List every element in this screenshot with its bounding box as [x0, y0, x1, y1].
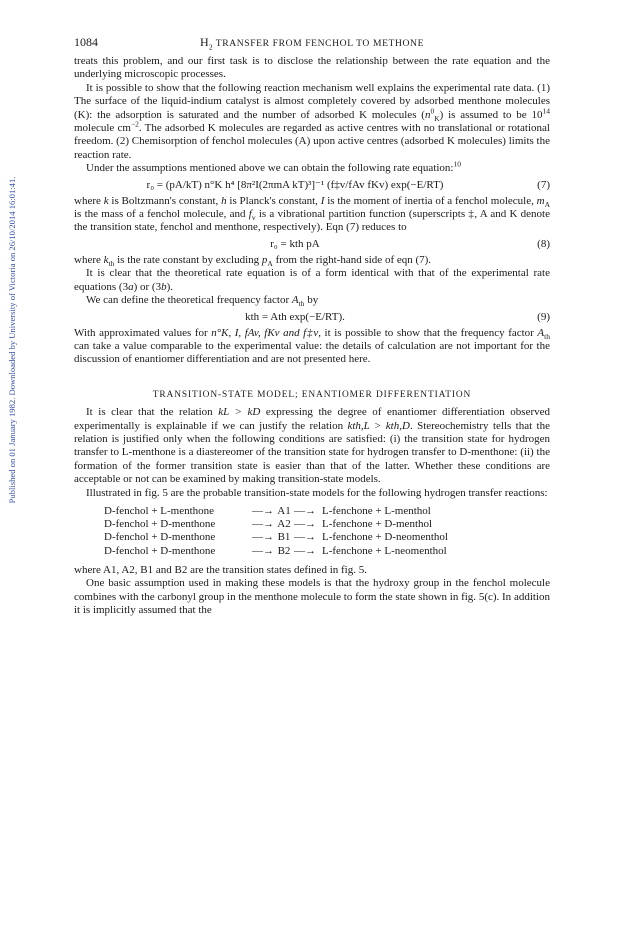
- reaction-row: D-fenchol + L-menthone —→ A1 —→ L-fenchone + L-menthol: [104, 504, 431, 517]
- page-header: [74, 36, 550, 53]
- download-sidebar: [2, 40, 22, 640]
- paragraph-6: It is clear that the theoretical rate equation is of a form identical with that of the experimental rate equations (3a) or (3b).: [74, 267, 550, 293]
- running-title: $H_2$ TRANSFER FROM FENCHOL TO METHONE: [199, 35, 425, 52]
- paragraph-4: where k is Boltzmann's constant, h is Planck's constant, I is the moment of inertia of a fenchol molecule, $m_A$ is the mass of a fenchol molecule, and $f_v$ is a vibrational partition function (superscripts ‡, A and K denote the transition state, fenchol and menthone, respectively). Eqn (7) reduces to: [74, 194, 551, 234]
- reaction-row: D-fenchol + D-menthone —→ B1 —→ L-fenchone + D-neomenthol: [104, 531, 448, 544]
- equation-8-number: (8): [537, 237, 550, 250]
- equation-7: [74, 176, 550, 195]
- equation-9-expression: kth = Ath exp(−E/RT).: [245, 310, 345, 323]
- paragraph-7: We can define the theoretical frequency factor $A_{th}$ by: [86, 294, 319, 309]
- equation-8-expression: r₀ = kth pA: [270, 237, 320, 250]
- reaction-row: D-fenchol + D-menthone —→ A2 —→ L-fenchone + D-menthol: [104, 518, 433, 531]
- reaction-row: D-fenchol + D-menthone —→ B2 —→ L-fenchone + L-neomenthol: [104, 544, 447, 557]
- reaction-list: [74, 505, 550, 558]
- equation-8: [74, 235, 550, 254]
- equation-9: [74, 308, 550, 327]
- paragraph-12: One basic assumption used in making these models is that the hydroxy group in the fenchol molecule combines with the carbonyl group in the menthone molecule to form the state shown in fig. 5(c). In addition it is implicitly assumed that the: [74, 577, 550, 616]
- equation-9-number: (9): [537, 310, 550, 323]
- paragraph-11: where A1, A2, B1 and B2 are the transition states defined in fig. 5.: [74, 563, 367, 576]
- paragraph-3: Under the assumptions mentioned above we can obtain the following rate equation:$^{10}$: [86, 159, 461, 175]
- equation-7-number: (7): [537, 178, 550, 191]
- section-title: TRANSITION-STATE MODEL; ENANTIOMER DIFFERENTIATION: [152, 389, 472, 400]
- page-body: [74, 36, 550, 617]
- equation-7-expression: r₀ = (pA/kT) n°K h⁴ [8π²I(2πmA kT)³]⁻¹ (f‡v/fAv fKv) exp(−E/RT): [146, 178, 444, 191]
- paragraph-8: With approximated values for n°K, I, fAv, fKv and f‡v, it is possible to show that the frequency factor $A_{th}$ can take a value comparable to the experimental value: the details of calculation are not important for the discussion of enantiomer differentiation and are not presented here.: [74, 326, 550, 366]
- paragraph-1: treats this problem, and our first task is to disclose the relationship between the rate equation and the underlying microscopic processes.: [74, 55, 550, 81]
- paragraph-5: where $k_{th}$ is the rate constant by excluding $p_A$ from the right-hand side of eqn (7).: [74, 253, 432, 269]
- paragraph-2: It is possible to show that the following reaction mechanism well explains the experimental rate data. (1) The surface of the liquid-indium catalyst is almost completely covered by adsorbed menthone molecules (K): the adsorption is saturated and the number of adsorbed K molecules $(n^0_K)$ is assumed to be $10^{14}$ molecule $cm^{-2}$. The adsorbed K molecules are regarded as active centres with no translational or rotational freedom. (2) Chemisorption of fenchol molecules (A) upon active centres (adsorbed K molecules) limits the reaction rate.: [74, 81, 550, 161]
- paragraph-10: Illustrated in fig. 5 are the probable transition-state models for the following hydrogen transfer reactions:: [86, 486, 548, 499]
- download-notice: Published on 01 January 1982. Downloaded by University of Victoria on 26/10/2014 16:01:41.: [7, 176, 17, 504]
- paragraph-9: It is clear that the relation kL > kD expressing the degree of enantiomer differentiation observed experimentally is explainable if we can justify the relation kth,L > kth,D. Stereochemistry tells that the relation is justified only when the following conditions are satisfied: (i) the transition state for hydrogen transfer to L-menthone is a diastereomer of the transition state for hydrogen transfer to D-menthone: (ii) the formation of the former transition state is easier than that of the latter. Whether these conditions are acceptable or not can be examined by making transition-state models.: [74, 406, 550, 486]
- page-number: 1084: [74, 35, 98, 49]
